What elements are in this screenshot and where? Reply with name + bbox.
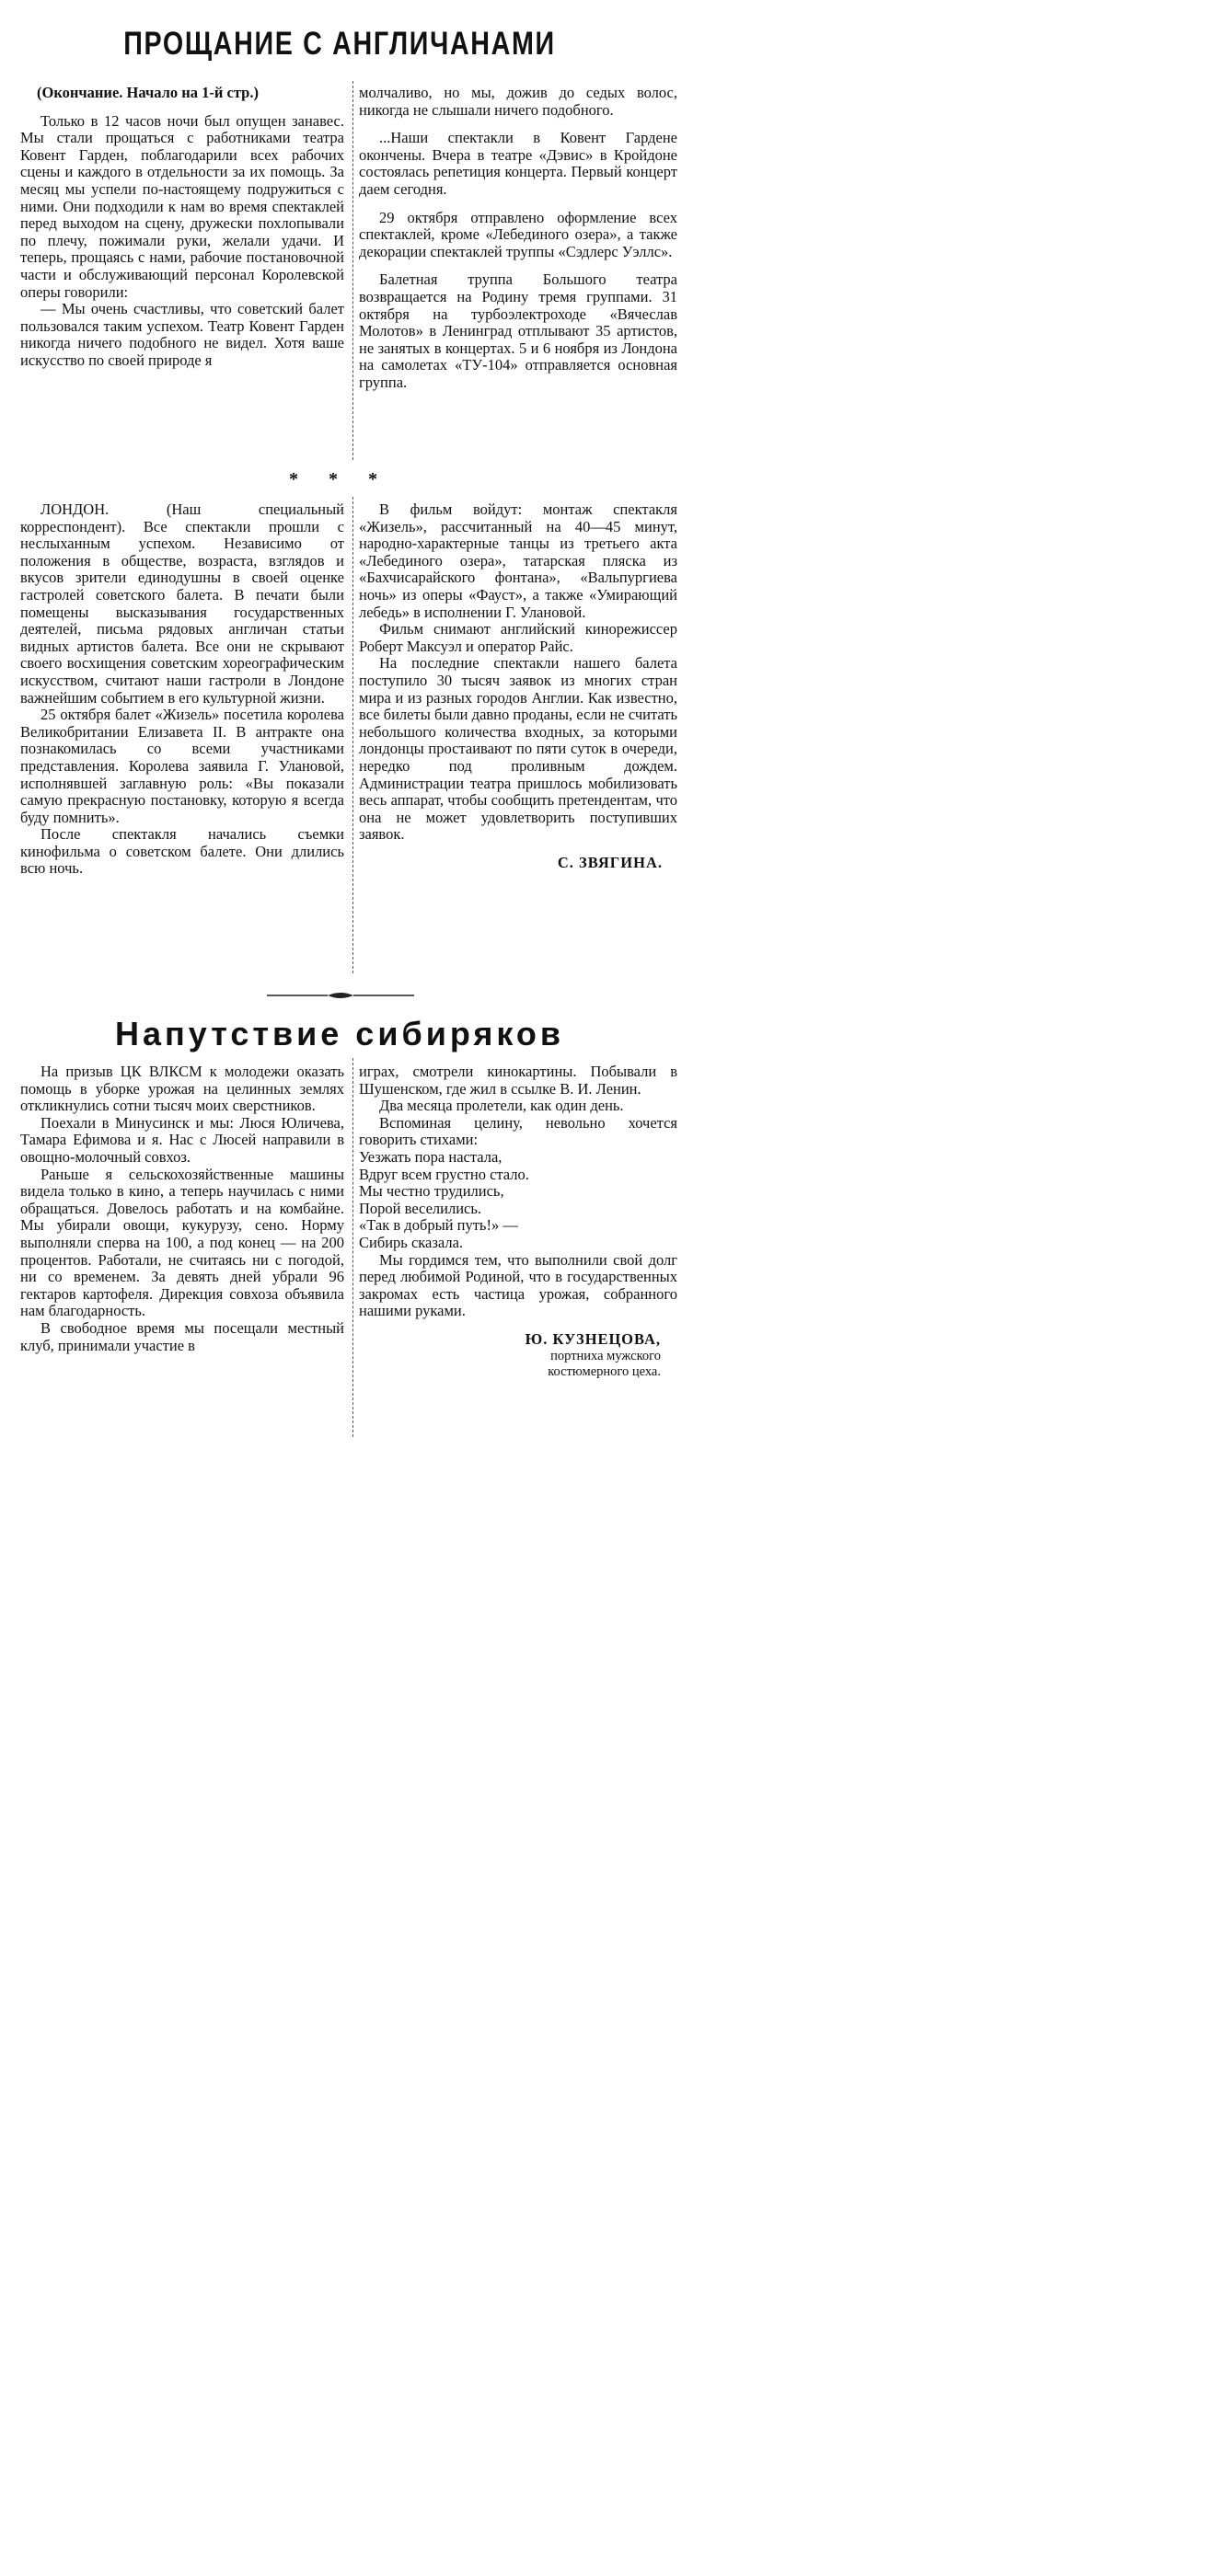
article1-part1-left-column (20, 85, 344, 370)
article1-signature: С. ЗВЯГИНА. (557, 853, 663, 871)
column-divider (352, 81, 353, 460)
article2-paragraph: Мы гордимся тем, что выполнили свой долг перед любимой Родиной, что в государственных закромах есть частица урожая, собранного нашими руками. (359, 1250, 677, 1320)
article1-part2-right-column (359, 501, 677, 871)
article1-paragraph: На последние спектакли нашего балета поступило 30 тысяч заявок из многих стран мира и из разных городов Англии. Как известно, все билеты были давно проданы, если не считать небольшого количества входных, за которыми лондонцы простаивают по пяти суток в очереди, нередко под проливным дождем. Администрации театра пришлось мобилизовать весь аппарат, чтобы сообщить претендентам, что она не может удовлетворить поступивших заявок. (359, 654, 677, 844)
article2-title: Напутствие сибиряков (114, 1015, 565, 1052)
article1-part1-right-column (359, 85, 677, 392)
article1-paragraph: молчаливо, но мы, дожив до седых волос, никогда не слышали ничего подобного. (359, 84, 677, 119)
article1-title: ПРОЩАНИЕ С АНГЛИЧАНАМИ (123, 26, 556, 62)
article1-subhead: (Окончание. Начало на 1-й стр.) (37, 84, 259, 101)
article2-signature-note: костюмерного цеха. (548, 1363, 661, 1379)
poem-line: Мы честно трудились, (359, 1182, 504, 1201)
column-divider (352, 497, 353, 973)
article1-paragraph: 25 октября балет «Жизель» посетила королева Великобритании Елизавета II. В антракте она познакомилась со всеми участниками представления. Королева заявила Г. Улановой, исполнявшей заглавную роль: «Вы показали самую прекрасную постановку, которую я всегда буду помнить». (20, 706, 344, 826)
poem-line: Уезжать пора настала, (359, 1147, 503, 1166)
poem-line: Сибирь сказала. (359, 1233, 464, 1251)
article1-paragraph: ЛОНДОН. (Наш специальный корреспондент). Все спектакли прошли с неслыханным успехом. Независимо от положения в обществе, возраста, взглядов и вкусов зрители единодушны в своей оценке гастролей советского балета. В печати были помещены высказывания государственных деятелей, письма рядовых англичан статьи видных артистов балета. Все они не скрывают своего восхищения советским хореографическим искусством, считают наши гастроли в Лондоне важнейшим событием в его культурной жизни. (20, 500, 344, 707)
article2-left-column (20, 1064, 344, 1354)
poem-line: «Так в добрый путь!» — (359, 1216, 518, 1235)
article-divider-ornament (267, 990, 414, 1001)
article1-paragraph: 29 октября отправлено оформление всех спектаклей, кроме «Лебединого озера», а также декорации спектаклей труппы «Сэдлерс Уэллс». (359, 208, 677, 260)
article2-paragraph: На призыв ЦК ВЛКСМ к молодежи оказать помощь в уборке урожая на целинных землях откликнулись сотни тысяч моих сверстников. (20, 1063, 344, 1115)
article2-signature: Ю. КУЗНЕЦОВА, (525, 1329, 661, 1348)
column-divider (352, 1058, 353, 1437)
poem-line: Вдруг всем грустно стало. (359, 1165, 529, 1183)
article1-paragraph: В фильм войдут: монтаж спектакля «Жизель», рассчитанный на 40—45 минут, народно-характерные танцы из третьего акта «Лебединого озера», татарская пляска из «Бахчисарайского фонтана», «Вальпургиева ночь» из оперы «Фауст», а также «Умирающий лебедь» в исполнении Г. Улановой. (359, 500, 677, 621)
article1-paragraph: Фильм снимают английский кинорежиссер Роберт Максуэл и оператор Райс. (359, 620, 677, 655)
article2-paragraph: Вспоминая целину, невольно хочется говорить стихами: (359, 1113, 677, 1149)
article1-paragraph: ...Наши спектакли в Ковент Гардене окончены. Вчера в театре «Дэвис» в Кройдоне состоялась репетиция концерта. Первый концерт даем сегодня. (359, 129, 677, 198)
article2-paragraph: Раньше я сельскохозяйственные машины видела только в кино, а теперь научилась с ними обращаться. Довелось работать и на комбайне. Мы убирали овощи, кукурузу, сено. Норму выполняли сперва на 100, а под конец — на 200 процентов. Работали, не считаясь ни с погодой, ни со временем. За девять дней убрали 96 гектаров картофеля. Дирекция совхоза объявила нам благодарность. (20, 1165, 344, 1320)
article2-right-column (359, 1064, 677, 1380)
article1-paragraph: Только в 12 часов ночи был опущен занавес. Мы стали прощаться с работниками театра Ковент Гарден, поблагодарили всех рабочих сцены и каждого в отдельности за их помощь. За месяц мы успели по-настоящему подружиться с ними. Они подходили к нам во время спектаклей перед выходом на сцену, дружески похлопывали по плечу, пожимали руки, желали удачи. И теперь, прощаясь с нами, рабочие постановочной части и обслуживающий персонал Королевской оперы говорили: (20, 111, 344, 301)
article2-paragraph: играх, смотрели кинокартины. Побывали в Шушенском, где жил в ссылке В. И. Ленин. (359, 1063, 677, 1098)
newspaper-page (0, 0, 679, 1443)
poem-line: Порой веселились. (359, 1199, 481, 1217)
article2-paragraph: Два месяца пролетели, как один день. (379, 1097, 624, 1115)
article1-paragraph: Балетная труппа Большого театра возвращается на Родину тремя группами. 31 октября на турбоэлектроходе «Вячеслав Молотов» в Ленинград отплывают 35 артистов, не занятых в концертах. 5 и 6 ноября из Лондона на самолетах «ТУ-104» отправляется основная группа. (359, 270, 677, 391)
section-separator: * * * (289, 469, 390, 489)
article2-signature-note: портниха мужского (550, 1348, 661, 1363)
article2-paragraph: В свободное время мы посещали местный клуб, принимали участие в (20, 1318, 344, 1354)
article1-part2-left-column (20, 501, 344, 878)
article1-paragraph: После спектакля начались съемки кинофильма о советском балете. Они длились всю ночь. (20, 825, 344, 878)
article2-paragraph: Поехали в Минусинск и мы: Люся Юличева, Тамара Ефимова и я. Нас с Люсей направили в овощно-молочный совхоз. (20, 1113, 344, 1166)
article1-paragraph: — Мы очень счастливы, что советский балет пользовался таким успехом. Театр Ковент Гарден никогда ничего подобного не видел. Хотя ваше искусство по своей природе я (20, 300, 344, 369)
